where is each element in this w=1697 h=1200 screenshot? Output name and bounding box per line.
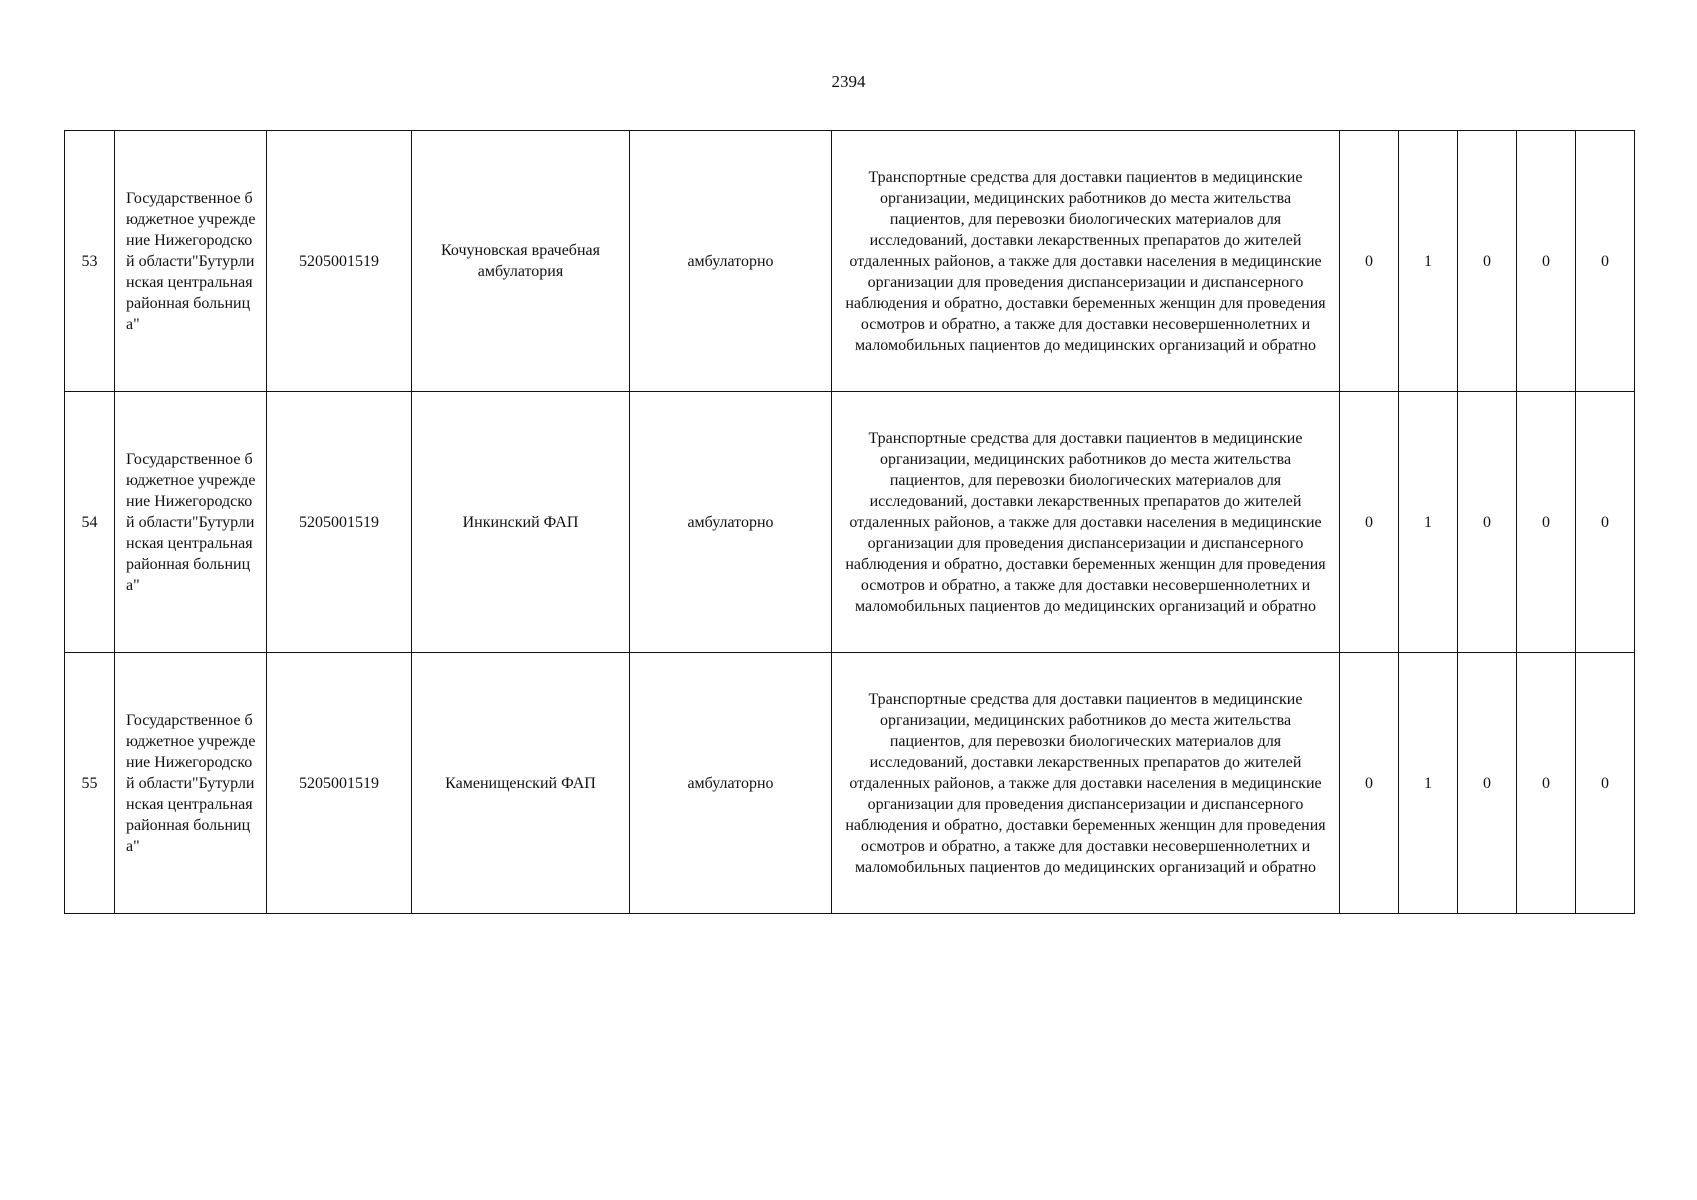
value-cell-4: 0 (1517, 131, 1576, 392)
value-cell-3: 0 (1458, 131, 1517, 392)
value-cell-4: 0 (1517, 653, 1576, 914)
row-number: 54 (65, 392, 115, 653)
value-cell-3: 0 (1458, 392, 1517, 653)
subdivision-name: Кочуновская врачебная амбулатория (412, 131, 630, 392)
value-cell-1: 0 (1340, 131, 1399, 392)
table-row (65, 131, 1635, 392)
organization-name: Государственное бюджетное учреждение Нижегородской области"Бутурлинская центральная районная больница" (115, 131, 267, 392)
organization-name: Государственное бюджетное учреждение Нижегородской области"Бутурлинская центральная районная больница" (115, 392, 267, 653)
value-cell-5: 0 (1576, 392, 1635, 653)
value-cell-1: 0 (1340, 392, 1399, 653)
transport-description: Транспортные средства для доставки пациентов в медицинские организации, медицинских работников до места жительства пациентов, для перевозки биологических материалов для исследований, доставки лекарственных препаратов до жителей отдаленных районов, а также для доставки населения в медицинские организации для проведения диспансеризации и диспансерного наблюдения и обратно, доставки беременных женщин для проведения осмотров и обратно, а также для доставки несовершеннолетних и маломобильных пациентов до медицинских организаций и обратно (832, 392, 1340, 653)
page-number: 2394 (831, 72, 866, 91)
inn-cell: 5205001519 (267, 392, 412, 653)
care-condition: амбулаторно (630, 392, 832, 653)
transport-description: Транспортные средства для доставки пациентов в медицинские организации, медицинских работников до места жительства пациентов, для перевозки биологических материалов для исследований, доставки лекарственных препаратов до жителей отдаленных районов, а также для доставки населения в медицинские организации для проведения диспансеризации и диспансерного наблюдения и обратно, доставки беременных женщин для проведения осмотров и обратно, а также для доставки несовершеннолетних и маломобильных пациентов до медицинских организаций и обратно (832, 653, 1340, 914)
subdivision-name: Инкинский ФАП (412, 392, 630, 653)
table-row (65, 653, 1635, 914)
organization-name: Государственное бюджетное учреждение Нижегородской области"Бутурлинская центральная районная больница" (115, 653, 267, 914)
inn-cell: 5205001519 (267, 653, 412, 914)
row-number: 55 (65, 653, 115, 914)
value-cell-2: 1 (1399, 653, 1458, 914)
table-row (65, 392, 1635, 653)
transport-description: Транспортные средства для доставки пациентов в медицинские организации, медицинских работников до места жительства пациентов, для перевозки биологических материалов для исследований, доставки лекарственных препаратов до жителей отдаленных районов, а также для доставки населения в медицинские организации для проведения диспансеризации и диспансерного наблюдения и обратно, доставки беременных женщин для проведения осмотров и обратно, а также для доставки несовершеннолетних и маломобильных пациентов до медицинских организаций и обратно (832, 131, 1340, 392)
care-condition: амбулаторно (630, 653, 832, 914)
value-cell-2: 1 (1399, 392, 1458, 653)
row-number: 53 (65, 131, 115, 392)
value-cell-5: 0 (1576, 131, 1635, 392)
value-cell-4: 0 (1517, 392, 1576, 653)
registry-table (64, 130, 1635, 914)
value-cell-5: 0 (1576, 653, 1635, 914)
subdivision-name: Каменищенский ФАП (412, 653, 630, 914)
inn-cell: 5205001519 (267, 131, 412, 392)
value-cell-1: 0 (1340, 653, 1399, 914)
value-cell-2: 1 (1399, 131, 1458, 392)
care-condition: амбулаторно (630, 131, 832, 392)
value-cell-3: 0 (1458, 653, 1517, 914)
